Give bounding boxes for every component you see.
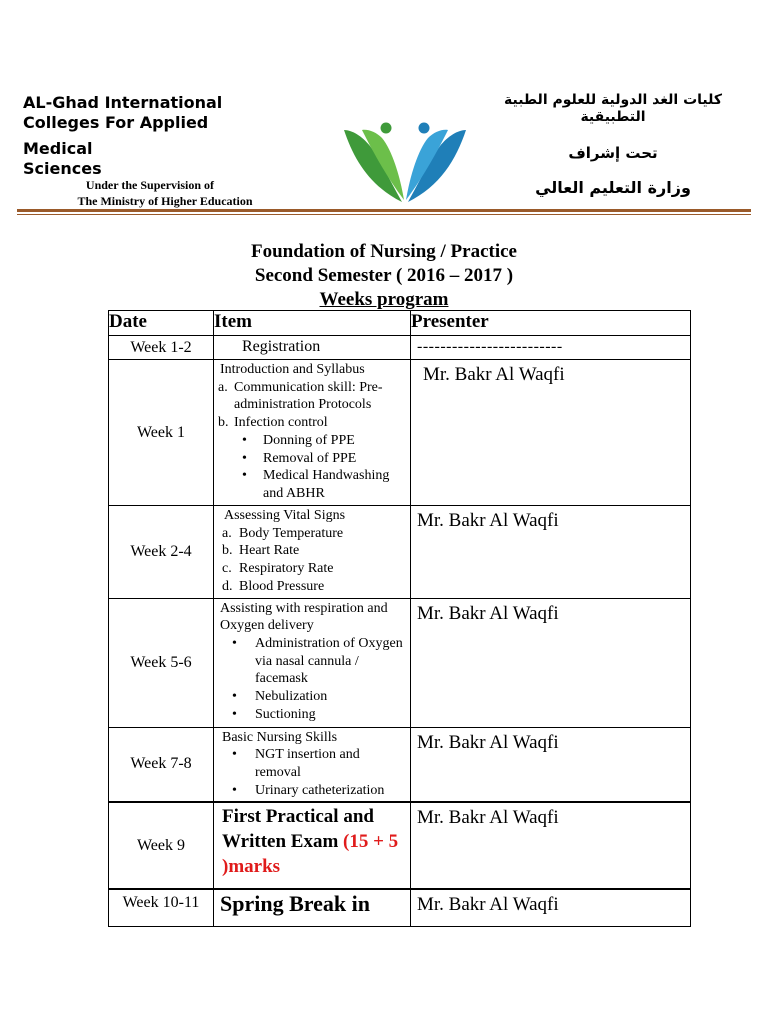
- document-title: [0, 240, 768, 312]
- presenter-cell: Mr. Bakr Al Waqfi: [411, 598, 691, 727]
- date-cell: Week 9: [109, 802, 214, 889]
- list-item: a. Communication skill: Pre-administration Protocols: [218, 379, 383, 413]
- item-cell: [214, 802, 411, 889]
- list-item: • Suctioning: [218, 706, 406, 724]
- item-intro: Basic Nursing Skills: [222, 729, 338, 745]
- list-item: • NGT insertion and removal: [218, 746, 406, 781]
- list-item: b. Infection control: [218, 415, 328, 431]
- college-name-arabic: [493, 92, 733, 197]
- item-cell: [214, 506, 411, 599]
- column-header-item: Item: [214, 311, 411, 336]
- date-cell: Week 1: [109, 360, 214, 506]
- course-title: Foundation of Nursing / Practice: [251, 241, 517, 262]
- bullet-list: [218, 432, 406, 503]
- weeks-program-table: [108, 310, 691, 927]
- item-cell: [214, 727, 411, 802]
- list-item: • Removal of PPE: [218, 450, 406, 468]
- exam-marks: (15 + 5 )marks: [222, 831, 399, 878]
- date-cell: Week 7-8: [109, 727, 214, 802]
- supervision-line: Under the Supervision of: [85, 178, 215, 192]
- date-cell: Week 2-4: [109, 506, 214, 599]
- table-row: [109, 360, 691, 506]
- list-item: a. Body Temperature: [222, 525, 344, 541]
- college-name-line: Medical: [23, 139, 93, 158]
- presenter-cell: Mr. Bakr Al Waqfi: [411, 506, 691, 599]
- college-logo-icon: [340, 120, 470, 206]
- list-item: • Donning of PPE: [218, 432, 406, 450]
- column-header-presenter: Presenter: [411, 311, 691, 336]
- item-cell: [214, 360, 411, 506]
- item-intro: Assessing Vital Signs: [224, 508, 346, 523]
- table-row: [109, 802, 691, 889]
- college-name-line: Colleges For Applied: [23, 113, 209, 132]
- table-row: [109, 889, 691, 926]
- lettered-list: [218, 379, 406, 432]
- bullet-list: [218, 746, 406, 799]
- college-name-line: AL-Ghad International: [23, 93, 223, 112]
- presenter-cell: Mr. Bakr Al Waqfi: [411, 727, 691, 802]
- table-row: [109, 727, 691, 802]
- supervision-arabic: تحت إشراف: [568, 144, 658, 162]
- table-row: [109, 336, 691, 360]
- bullet-list: [218, 635, 406, 724]
- presenter-cell: Mr. Bakr Al Waqfi: [411, 802, 691, 889]
- column-header-date: Date: [109, 311, 214, 336]
- table-header-row: [109, 311, 691, 336]
- exam-title: First Practical and Written Exam: [222, 806, 374, 853]
- list-item: • Administration of Oxygen via nasal cannula / facemask: [218, 635, 406, 688]
- lettered-list: [218, 525, 406, 596]
- item-intro: Introduction and Syllabus: [220, 362, 365, 377]
- list-item: • Nebulization: [218, 688, 406, 706]
- date-cell: Week 5-6: [109, 598, 214, 727]
- date-cell: Week 1-2: [109, 336, 214, 360]
- list-item: b. Heart Rate: [222, 543, 300, 559]
- item-intro: Assisting with respiration and Oxygen delivery: [220, 600, 388, 634]
- item-cell: Registration: [214, 336, 411, 360]
- table-row: [109, 598, 691, 727]
- header-divider: [17, 209, 751, 212]
- presenter-cell: Mr. Bakr Al Waqfi: [411, 889, 691, 926]
- presenter-cell: -------------------------: [411, 336, 691, 360]
- item-cell: [214, 598, 411, 727]
- college-name-english: [23, 93, 222, 179]
- program-title: Weeks program: [319, 289, 449, 310]
- list-item: d. Blood Pressure: [222, 578, 325, 594]
- item-cell: Spring Break in: [214, 889, 411, 926]
- table-row: [109, 506, 691, 599]
- list-item: • Urinary catheterization: [218, 782, 406, 800]
- college-name-line: Sciences: [23, 159, 102, 178]
- list-item: c. Respiratory Rate: [222, 561, 334, 577]
- ministry-line: The Ministry of Higher Education: [77, 194, 253, 208]
- semester-title: Second Semester ( 2016 – 2017 ): [254, 265, 514, 286]
- ministry-arabic: وزارة التعليم العالي: [535, 178, 691, 197]
- header-divider-thin: [17, 214, 751, 215]
- date-cell: Week 10-11: [109, 889, 214, 926]
- list-item: • Medical Handwashing and ABHR: [218, 467, 406, 502]
- presenter-cell: Mr. Bakr Al Waqfi: [411, 360, 691, 506]
- college-name-arabic-line: كليات الغد الدولية للعلوم الطبية التطبيقية: [504, 92, 722, 125]
